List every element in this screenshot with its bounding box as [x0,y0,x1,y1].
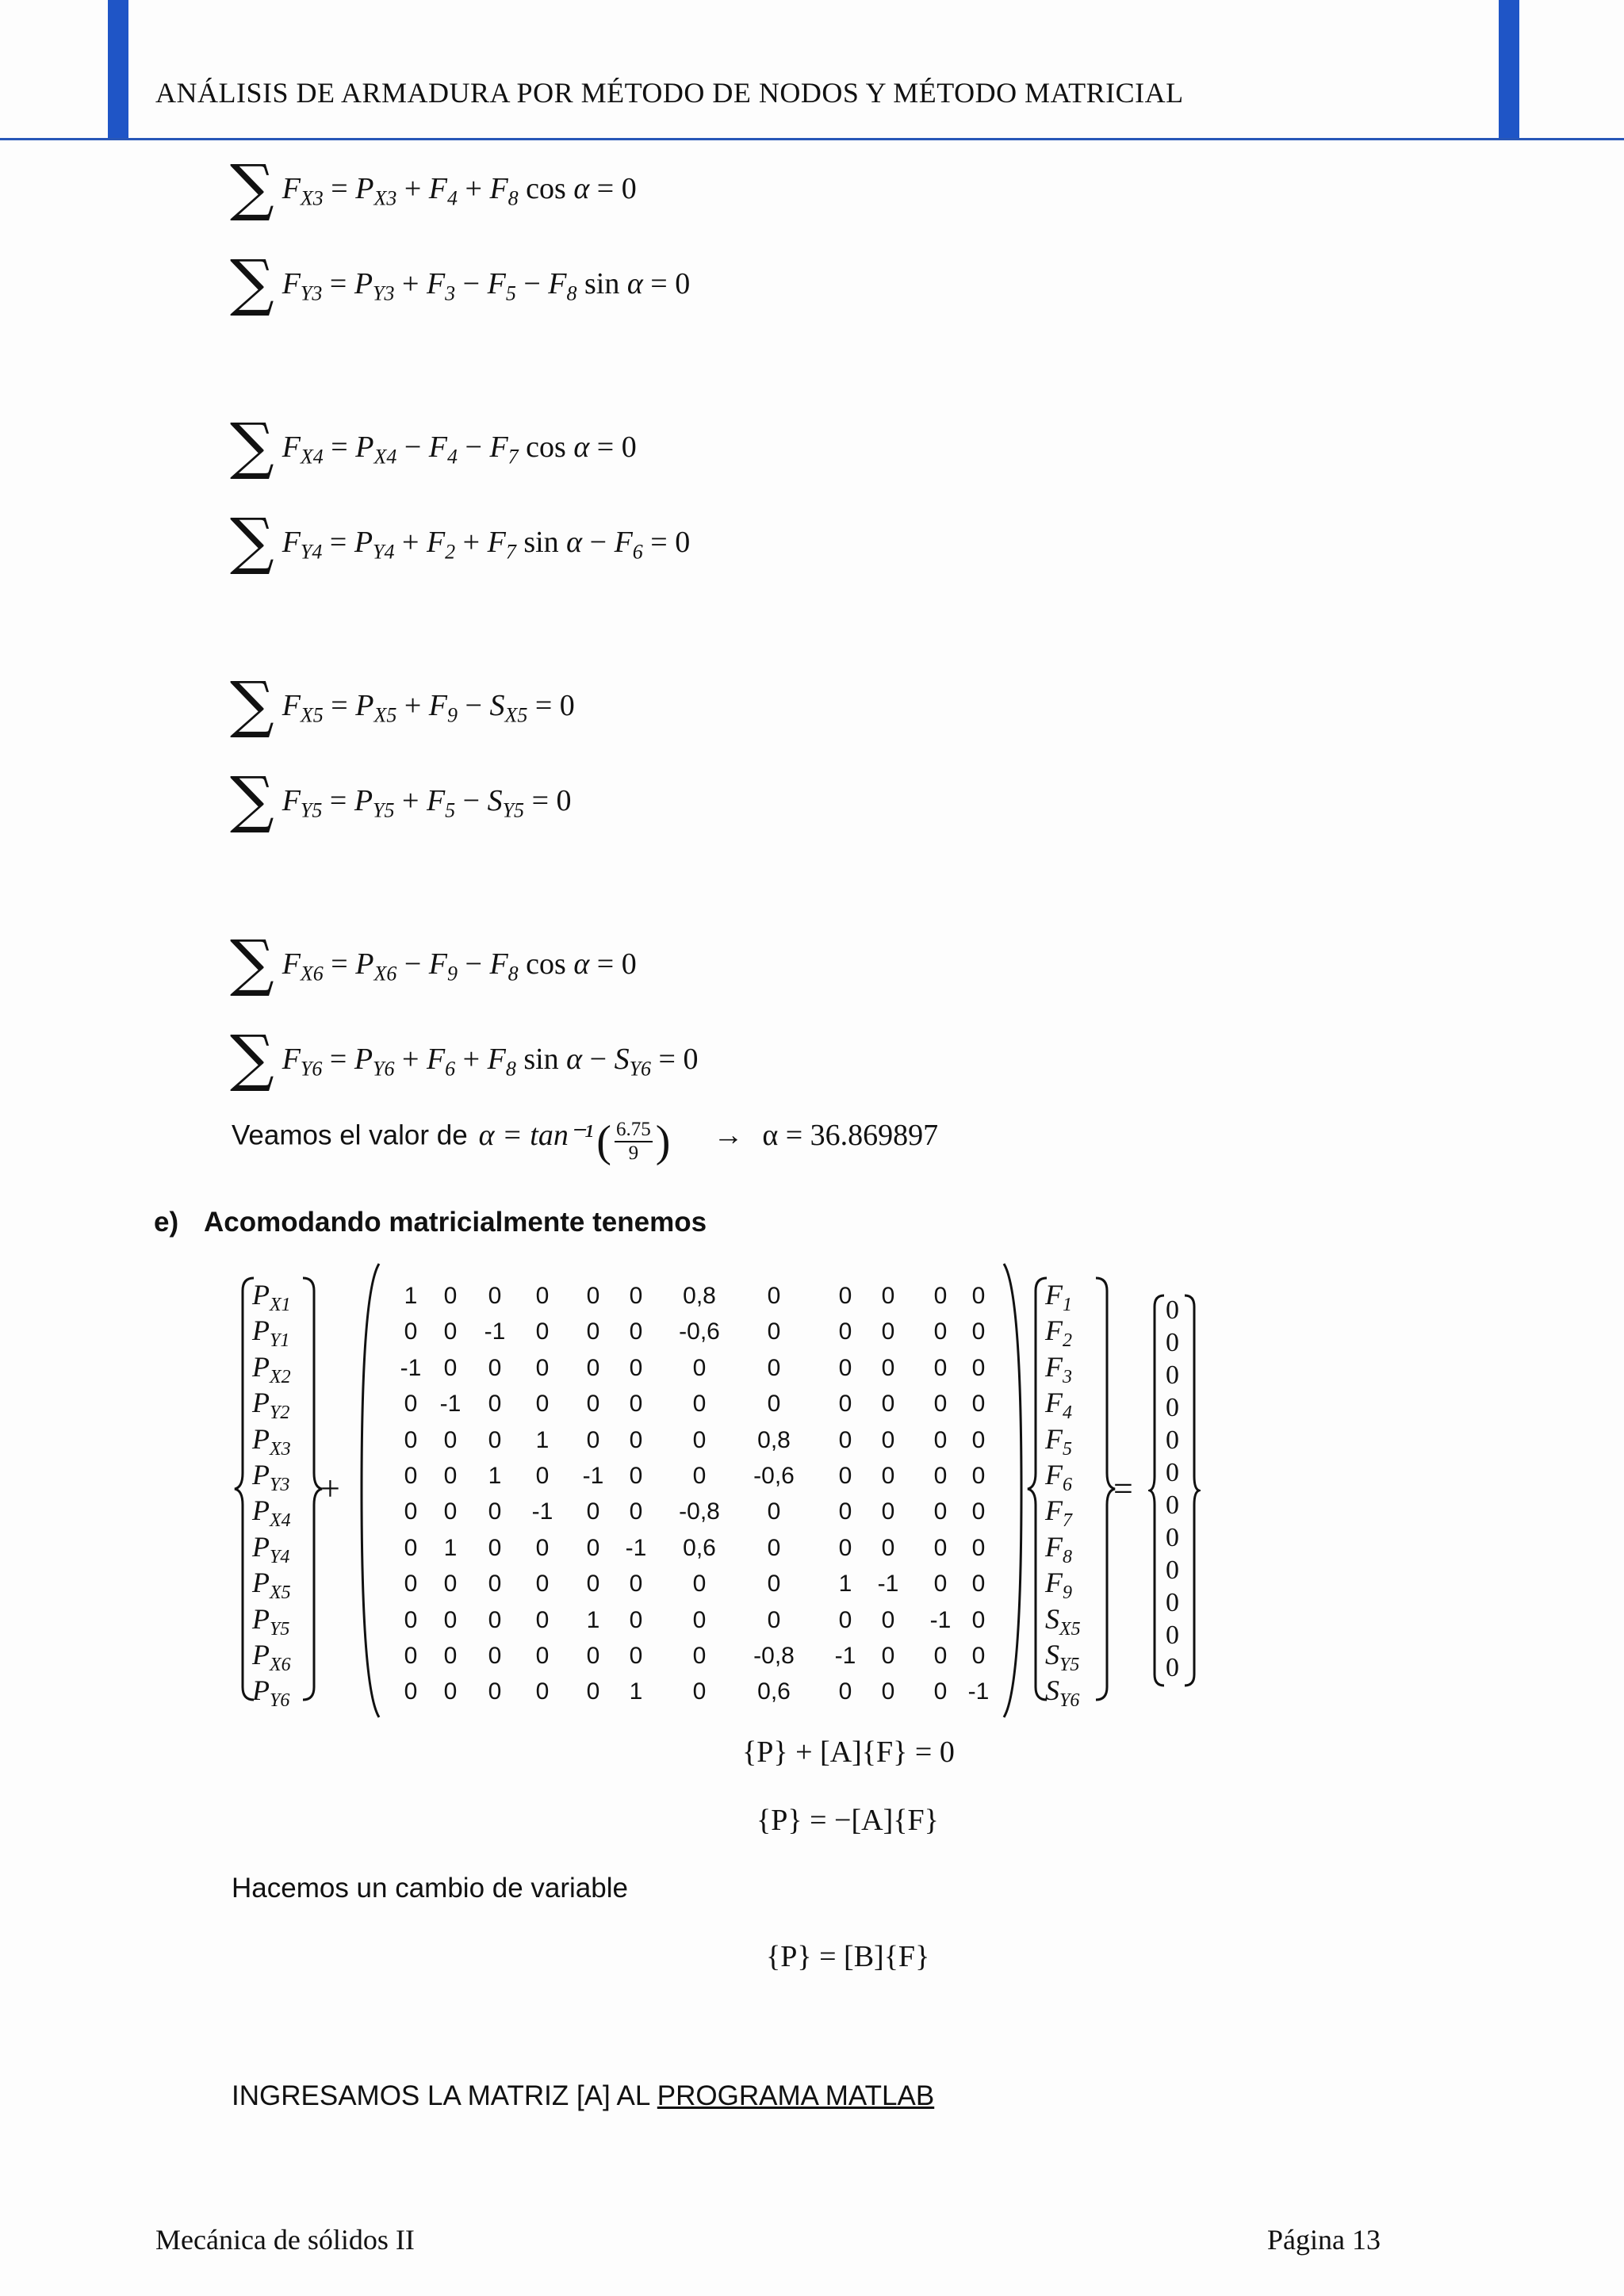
matrix-cell: 0 [838,1391,852,1418]
matrix-cell: 0 [971,1643,986,1669]
matrix-cell: 0 [443,1426,458,1453]
matrix-cell: 0,8 [683,1283,716,1309]
matrix-cell: 0 [881,1678,895,1705]
matrix-cell: 0 [443,1318,458,1345]
matrix-cell: 0 [629,1426,643,1453]
f-vector-entry: $F_6$ [1045,1459,1072,1496]
matrix-cell: 0 [881,1426,895,1453]
matrix-cell: 0 [535,1678,550,1705]
matrix-cell: 1 [488,1463,502,1489]
summation-symbol: ∑ [230,411,274,482]
matrix-cell: 0 [535,1283,550,1309]
alpha-arrow: → [713,1118,744,1152]
matrix-cell: 0 [933,1571,948,1598]
footer-course: Mecánica de sólidos II [155,2224,415,2256]
equilibrium-equation [230,506,691,580]
equation-body: $F_{Y3} = P_{Y3} + F_3 - F_5 - F_8$ sin α = 0 [282,267,691,305]
zero-vector-entry: 0 [1166,1490,1179,1520]
matrix-cell: 0 [933,1678,948,1705]
matrix-cell: 0 [692,1463,707,1489]
matrix-cell: 0 [881,1318,895,1345]
matrix-cell: 0 [443,1463,458,1489]
matrix-cell: 0 [767,1606,781,1633]
eq-sum: {P} + [A]{F} = 0 [742,1735,955,1769]
summation-symbol: ∑ [230,247,274,319]
p-vector-entry: $P_{X5}$ [252,1567,291,1604]
summation-symbol: ∑ [230,669,274,740]
matrix-cell: 0 [838,1606,852,1633]
matrix-cell: 0 [838,1678,852,1705]
equilibrium-equation [230,669,575,744]
matrix-cell: 0 [933,1283,948,1309]
matrix-cell: 0 [971,1606,986,1633]
matrix-cell: 0 [488,1606,502,1633]
matrix-cell: 1 [404,1283,418,1309]
f-vector-entry: $F_4$ [1045,1387,1072,1424]
alpha-result: α = 36.869897 [762,1118,939,1152]
section-label: e) [154,1207,179,1238]
matrix-cell: 0 [586,1391,600,1418]
matrix-cell: 0 [586,1678,600,1705]
matrix-cell: 0 [586,1534,600,1561]
matrix-cell: 1 [443,1534,458,1561]
summation-symbol: ∑ [230,764,274,836]
matrix-cell: -1 [400,1354,422,1381]
matlab-prefix: INGRESAMOS LA MATRIZ [A] AL [232,2080,657,2111]
summation-symbol: ∑ [230,928,274,999]
matrix-cell: 0 [881,1498,895,1525]
f-vector-entry: $F_9$ [1045,1567,1072,1604]
matrix-cell: 0 [488,1391,502,1418]
zero-vector-entry: 0 [1166,1588,1179,1617]
matrix-cell: -0,8 [753,1643,795,1669]
matrix-cell: 0 [586,1318,600,1345]
f-vector-entry: $S_{Y5}$ [1045,1639,1080,1676]
equation-body: $F_{Y4} = P_{Y4} + F_2 + F_7$ $\sin \alpha - F_6 = 0$ [282,526,691,564]
matrix-cell: -1 [877,1571,899,1598]
matrix-cell: 0 [488,1534,502,1561]
zero-vector-entry: 0 [1166,1556,1179,1585]
matrix-cell: 0 [488,1571,502,1598]
matrix-cell: 0 [933,1498,948,1525]
equation-body: $F_{X6} = P_{X6} - F_9 - F_8$ cos α = 0 [282,947,637,985]
alpha-prefix: Veamos el valor de [232,1119,468,1151]
matrix-cell: 0 [692,1606,707,1633]
plus-operator: + [320,1469,340,1508]
matrix-cell: 0 [443,1606,458,1633]
matrix-cell: 0 [535,1571,550,1598]
p-vector-entry: $P_{X4}$ [252,1494,291,1532]
matrix-cell: 0 [629,1318,643,1345]
matrix-cell: -1 [625,1534,647,1561]
equilibrium-equation [230,928,637,1002]
matrix-cell: -0,6 [679,1318,720,1345]
matrix-cell: 0 [404,1391,418,1418]
f-vector-entry: $F_8$ [1045,1530,1072,1567]
f-vector-entry: $F_7$ [1045,1494,1072,1532]
header-rule [0,138,1624,140]
matrix-cell: 0 [933,1426,948,1453]
summation-symbol: ∑ [230,1023,274,1094]
matrix-cell: 0 [971,1498,986,1525]
eq-b: {P} = [B]{F} [766,1940,930,1973]
matrix-cell: 0 [443,1354,458,1381]
equation-body: $F_{X4} = P_{X4} - F_4 - F_7$ cos α = 0 [282,430,637,469]
p-vector-entry: $P_{X2}$ [252,1350,291,1387]
matrix-cell: -0,6 [753,1463,795,1489]
p-vector-entry: $P_{X3}$ [252,1422,291,1460]
matrix-cell: 0 [404,1463,418,1489]
matrix-cell: 0 [535,1391,550,1418]
matrix-cell: 0 [629,1498,643,1525]
f-vector-entry: $F_5$ [1045,1422,1072,1460]
matrix-cell: 0 [629,1391,643,1418]
alpha-fraction: $\frac{6.75}{9}$ [615,1119,651,1164]
zero-vector-entry: 0 [1166,1328,1179,1357]
f-vector-entry: $S_{X5}$ [1045,1602,1081,1640]
matrix-cell: 0 [443,1643,458,1669]
matrix-cell: 0 [629,1606,643,1633]
matrix-cell: 0 [586,1643,600,1669]
matrix-cell: 0 [767,1283,781,1309]
matrix-cell: 0,6 [683,1534,716,1561]
change-variable-text: Hacemos un cambio de variable [232,1873,628,1904]
matrix-cell: 0,8 [757,1426,791,1453]
p-vector-entry: $P_{Y6}$ [252,1674,290,1712]
eq-neg: {P} = −[A]{F} [756,1804,939,1837]
zero-vector-entry: 0 [1166,1621,1179,1650]
p-vector-entry: $P_{Y3}$ [252,1459,290,1496]
equation-body: $F_{X3} = P_{X3} + F_4 + F_8$ cos α = 0 [282,172,637,210]
matrix-cell: 0 [692,1678,707,1705]
matrix-cell: 0 [838,1498,852,1525]
matrix-cell: 0 [971,1283,986,1309]
matrix-cell: 0 [488,1283,502,1309]
matrix-cell: 0 [488,1498,502,1525]
matrix-cell: 0,6 [757,1678,791,1705]
matrix-cell: -1 [834,1643,856,1669]
footer-page-number: Página 13 [1267,2224,1381,2256]
matrix-left-paren [358,1261,382,1720]
equilibrium-equation [230,1023,699,1097]
matrix-cell: 0 [971,1463,986,1489]
matrix-cell: 0 [535,1318,550,1345]
matrix-cell: 0 [767,1498,781,1525]
matrix-cell: 0 [629,1283,643,1309]
matrix-cell: 0 [586,1283,600,1309]
matrix-cell: 0 [488,1678,502,1705]
matrix-cell: -1 [582,1463,604,1489]
matrix-cell: 0 [404,1318,418,1345]
matrix-cell: -1 [967,1678,990,1705]
matrix-cell: 0 [971,1534,986,1561]
matrix-cell: 1 [838,1571,852,1598]
matrix-cell: 0 [488,1426,502,1453]
matrix-cell: 1 [535,1426,550,1453]
matrix-cell: 0 [692,1643,707,1669]
matrix-cell: 0 [971,1354,986,1381]
matrix-cell: 0 [692,1354,707,1381]
matrix-cell: 0 [933,1643,948,1669]
matrix-cell: 0 [838,1463,852,1489]
matrix-cell: 0 [767,1354,781,1381]
matrix-cell: 1 [586,1606,600,1633]
matrix-cell: 0 [838,1283,852,1309]
matrix-cell: 0 [586,1571,600,1598]
matrix-cell: 0 [404,1571,418,1598]
matrix-cell: 0 [692,1391,707,1418]
matrix-cell: 0 [838,1426,852,1453]
matrix-cell: 0 [404,1678,418,1705]
matrix-cell: 0 [586,1354,600,1381]
zero-vector-entry: 0 [1166,1425,1179,1455]
matrix-cell: 0 [933,1318,948,1345]
header-accent-bar-right [1499,0,1519,140]
matrix-cell: 0 [488,1643,502,1669]
zero-vector-entry: 0 [1166,1653,1179,1682]
matrix-cell: 0 [404,1606,418,1633]
matrix-cell: 0 [767,1318,781,1345]
matrix-cell: 0 [535,1354,550,1381]
p-vector-entry: $P_{Y2}$ [252,1387,290,1424]
matrix-cell: 0 [971,1426,986,1453]
matrix-cell: 0 [404,1498,418,1525]
alpha-line: Veamos el valor de α = tan⁻¹ ( $\frac{6.75}{9}$ ) → α = 36.869897 [232,1117,939,1166]
header-accent-bar-left [108,0,128,140]
matrix-cell: 0 [838,1354,852,1381]
matrix-cell: 0 [586,1498,600,1525]
p-vector-entry: $P_{X6}$ [252,1639,291,1676]
p-vector-entry: $P_{Y4}$ [252,1530,290,1567]
matrix-cell: 0 [404,1643,418,1669]
summation-symbol: ∑ [230,152,274,224]
equilibrium-equation [230,247,691,322]
zero-vector-entry: 0 [1166,1360,1179,1390]
equilibrium-equation [230,152,637,227]
matrix-cell: 0 [971,1318,986,1345]
matrix-cell: -1 [484,1318,506,1345]
matrix-cell: -1 [531,1498,553,1525]
matrix-cell: 0 [404,1426,418,1453]
matrix-cell: 1 [629,1678,643,1705]
matrix-cell: 0 [692,1426,707,1453]
matrix-cell: 0 [767,1391,781,1418]
matlab-line [232,2080,934,2112]
matrix-cell: 0 [443,1283,458,1309]
matlab-link[interactable]: PROGRAMA MATLAB [657,2080,935,2111]
matrix-cell: 0 [443,1498,458,1525]
f-vector-entry: $F_2$ [1045,1314,1072,1352]
matrix-cell: 0 [404,1534,418,1561]
p-vector-entry: $P_{Y5}$ [252,1602,290,1640]
zero-vector-entry: 0 [1166,1295,1179,1325]
matrix-cell: 0 [629,1643,643,1669]
summation-symbol: ∑ [230,506,274,577]
p-vector-entry: $P_{X1}$ [252,1279,291,1316]
matrix-cell: 0 [881,1391,895,1418]
equation-body: $F_{Y5} = P_{Y5} + F_5 - S_{Y5} = 0$ [282,784,572,822]
section-title: Acomodando matricialmente tenemos [204,1207,707,1238]
matrix-cell: -1 [439,1391,462,1418]
matrix-cell: -1 [929,1606,952,1633]
matrix-cell: 0 [535,1534,550,1561]
matrix-cell: 0 [535,1463,550,1489]
matrix-cell: 0 [881,1606,895,1633]
matrix-cell: 0 [535,1643,550,1669]
equation-body: $F_{X5} = P_{X5} + F_9 - S_{X5} = 0$ [282,689,575,727]
matrix-cell: 0 [767,1571,781,1598]
zero-vector-entry: 0 [1166,1458,1179,1487]
matrix-cell: 0 [443,1678,458,1705]
f-vector-entry: $F_1$ [1045,1279,1072,1316]
matrix-cell: 0 [692,1571,707,1598]
equals-operator: = [1113,1469,1133,1508]
matrix-cell: 0 [971,1391,986,1418]
matrix-cell: 0 [881,1463,895,1489]
header-title: ANÁLISIS DE ARMADURA POR MÉTODO DE NODOS Y MÉTODO MATRICIAL [155,77,1184,109]
matrix-cell: 0 [881,1354,895,1381]
f-vector-entry: $S_{Y6}$ [1045,1674,1080,1712]
matrix-cell: 0 [629,1354,643,1381]
matrix-cell: 0 [933,1391,948,1418]
zero-vector-entry: 0 [1166,1523,1179,1552]
matrix-cell: 0 [838,1534,852,1561]
matrix-cell: 0 [838,1318,852,1345]
matrix-cell: 0 [488,1354,502,1381]
matrix-cell: 0 [629,1571,643,1598]
matrix-cell: 0 [971,1571,986,1598]
matrix-cell: 0 [767,1534,781,1561]
matrix-cell: 0 [535,1606,550,1633]
alpha-expression: α = tan⁻¹ [478,1118,594,1152]
f-vector-entry: $F_3$ [1045,1350,1072,1387]
matrix-cell: 0 [881,1534,895,1561]
matrix-cell: 0 [443,1571,458,1598]
p-vector-entry: $P_{Y1}$ [252,1314,290,1352]
equilibrium-equation [230,411,637,485]
equation-body: $F_{Y6} = P_{Y6} + F_6 + F_8$ $\sin \alpha - S_{Y6} = 0$ [282,1043,699,1081]
matrix-cell: 0 [933,1463,948,1489]
matrix-cell: 0 [586,1426,600,1453]
matrix-cell: 0 [933,1534,948,1561]
equilibrium-equation [230,764,572,839]
zero-vector-entry: 0 [1166,1393,1179,1422]
matrix-cell: 0 [933,1354,948,1381]
matrix-cell: 0 [629,1463,643,1489]
matrix-cell: -0,8 [679,1498,720,1525]
matrix-cell: 0 [881,1643,895,1669]
matrix-cell: 0 [881,1283,895,1309]
